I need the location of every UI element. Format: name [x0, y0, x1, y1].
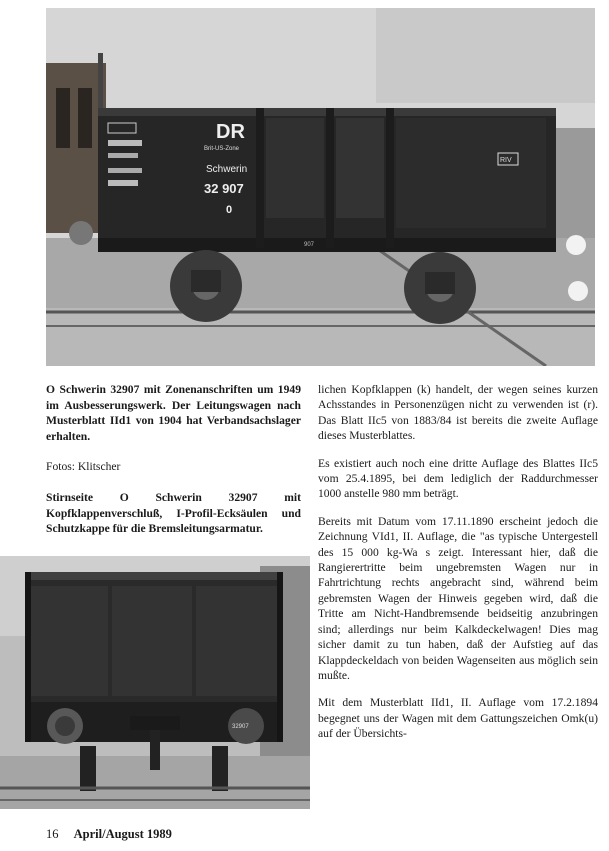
caption-bottom-photo: Stirnseite O Schwerin 32907 mit Kopfklappenverschluß, I-Profil-Ecksäulen und Schutzkappe für die Bremsleitungsarmatur. [46, 491, 301, 535]
wagon-home-mark: Schwerin [206, 164, 248, 175]
body-paragraph: Mit dem Musterblatt IId1, II. Auflage vom 17.2.1894 begegnet uns der Wagen mit dem Gattungszeichen Omk(u) auf der Übersichts- [318, 696, 598, 741]
body-paragraph: Es existiert auch noch eine dritte Auflage des Blattes IIc5 vom 25.4.1895, bei dem lediglich der Raddurchmesser 1000 anstelle 980 mm beträgt. [318, 456, 598, 501]
wagon-riv-mark: RIV [500, 157, 512, 164]
wagon-number-mark: 32 907 [204, 181, 244, 196]
wagon-end-plate-text: 32907 [232, 724, 249, 730]
page-footer [46, 827, 346, 842]
photo-wagon-side [46, 8, 595, 366]
wagon-zone-mark: Brit-US-Zone [204, 146, 240, 152]
wagon-side-illustration [46, 8, 595, 366]
photo-wagon-end [0, 556, 310, 809]
caption-top-photo: O Schwerin 32907 mit Zonenanschriften um 1949 im Ausbesserungswerk. Der Leitungswagen nach Musterblatt IId1 von 1904 hat Verbandsachslager erhalten. [46, 383, 301, 443]
body-paragraph: Bereits mit Datum vom 17.11.1890 erscheint jedoch die Zeichnung VId1, II. Auflage, die "as typische Untergestell des 15 000 kg-Wa s zeigt. Interessant hier, daß die Rangierertritte beim ungebremsten Wagen nur in Fahrtrichtung rechts angebracht sind, während beim gebremsten Wagen der Hinweis gegeben wird, daß die Tritte am Nicht-Handbremsende beidseitig anzubringen sind; allerdings nur beim Kalkdeckelwagen! Dies mag sicher damit zu tun haben, daß der Aufstieg auf das Klappdeckeldach von beiden Wagenseiten aus möglich sein mußte. [318, 514, 598, 682]
wagon-small-number: 907 [304, 242, 315, 248]
page-number: 16 [46, 827, 59, 841]
wagon-owner-mark: DR [216, 121, 245, 143]
wagon-end-illustration [0, 556, 310, 809]
photo-credit: Fotos: Klitscher [46, 460, 121, 473]
body-text-column [318, 382, 598, 754]
captions-column [46, 382, 301, 552]
body-paragraph: lichen Kopfklappen (k) handelt, der wegen seines kurzen Achsstandes in Personenzügen nicht zu verwenden ist (r). Das Blatt IIc5 von 1883/84 ist bereits die zweite Auflage dieses Musterblattes. [318, 383, 598, 443]
issue-date: April/August 1989 [73, 827, 172, 841]
wagon-class-mark: 0 [226, 204, 233, 216]
